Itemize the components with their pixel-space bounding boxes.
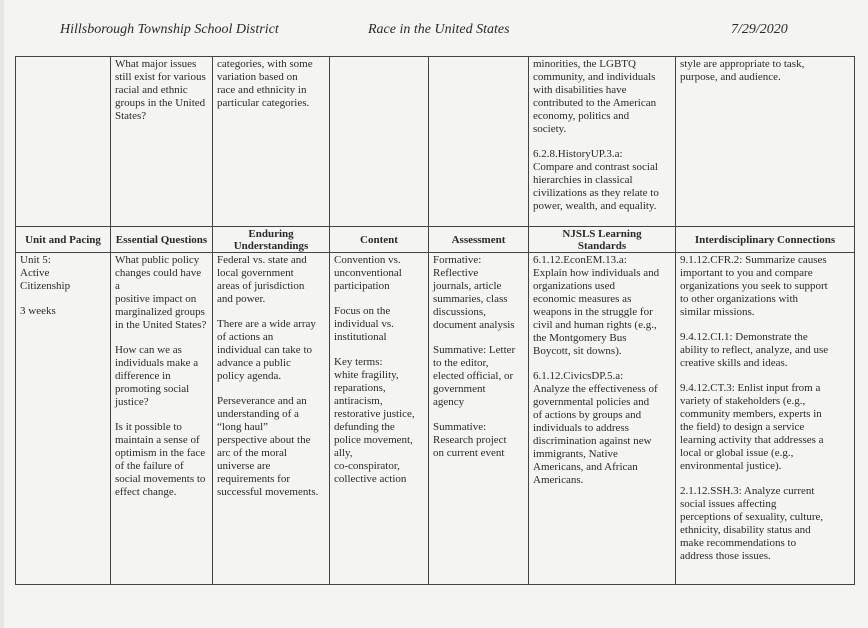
understandings-cell [213, 253, 330, 585]
standard-paragraph: 6.1.12.CivicsDP.5.a: Analyze the effectiveness of governmental policies and of actions by groups and individuals to address discrimination against new immigrants, Native Americans, and African Americans. [533, 370, 658, 486]
continued-standards-cell [529, 57, 676, 227]
col-assessment: Assessment [429, 227, 529, 253]
standards-cell [529, 253, 676, 585]
col-content: Content [330, 227, 429, 253]
content-paragraph: Focus on the individual vs. institutional [334, 305, 394, 343]
content-paragraph: Convention vs. unconventional participation [334, 254, 402, 292]
page-header [0, 22, 868, 42]
continued-connections-cell: style are appropriate to task, purpose, and audience. [676, 57, 855, 227]
unit-duration: 3 weeks [20, 305, 56, 317]
continued-questions-cell: What major issues still exist for various racial and ethnic groups in the United States? [111, 57, 213, 227]
header-row [16, 227, 855, 253]
scan-edge [0, 0, 4, 628]
col-interdisciplinary: Interdisciplinary Connections [676, 227, 855, 253]
connection-paragraph: 9.4.12.CI.1: Demonstrate the ability to reflect, analyze, and use creative skills and ideas. [680, 331, 829, 369]
continued-understandings-cell: categories, with some variation based on race and ethnicity in particular categories. [213, 57, 330, 227]
continued-unit-cell [16, 57, 111, 227]
connection-paragraph: 2.1.12.SSH.3: Analyze current social issues affecting perceptions of sexuality, culture, ethnicity, disability status and make recommendations to address those issues. [680, 485, 824, 562]
continued-content-cell [330, 57, 429, 227]
connection-paragraph: 9.1.12.CFR.2: Summarize causes important to you and compare organizations you seek to support to other organizations with similar missions. [680, 254, 828, 318]
understanding-paragraph: Perseverance and an understanding of a “long haul” perspective about the arc of the moral universe are requirements for successful movements. [217, 395, 319, 498]
standard-paragraph: minorities, the LGBTQ community, and individuals with disabilities have contributed to the American economy, politics and society. [533, 58, 657, 135]
col-enduring-understandings: Enduring Understandings [213, 227, 330, 253]
content-cell [330, 253, 429, 585]
connection-paragraph: 9.4.12.CT.3: Enlist input from a variety of stakeholders (e.g., community members, experts in the field) to design a service learning activity that addresses a local or global issue (e.g., environmental justice). [680, 382, 824, 472]
continued-assessment-cell [429, 57, 529, 227]
question-paragraph: Is it possible to maintain a sense of optimism in the face of the failure of social movements to effect change. [115, 421, 206, 498]
col-essential-questions: Essential Questions [111, 227, 213, 253]
question-paragraph: What public policy changes could have a positive impact on marginalized groups in the United States? [115, 254, 207, 331]
assessment-cell [429, 253, 529, 585]
questions-cell [111, 253, 213, 585]
assessment-paragraph: Summative: Letter to the editor, elected official, or government agency [433, 344, 516, 408]
document-date: 7/29/2020 [731, 22, 788, 37]
question-paragraph: How can we as individuals make a difference in promoting social justice? [115, 344, 199, 408]
curriculum-table [15, 56, 855, 585]
content-paragraph: Key terms: white fragility, reparations, antiracism, restorative justice, defunding the police movement, ally, co-conspirator, collective action [334, 356, 415, 485]
unit-name: Unit 5: Active Citizenship [20, 254, 71, 292]
course-title: Race in the United States [368, 22, 510, 37]
unit-pacing-cell [16, 253, 111, 585]
connections-cell [676, 253, 855, 585]
col-unit-pacing: Unit and Pacing [16, 227, 111, 253]
assessment-paragraph: Summative: Research project on current event [433, 421, 507, 459]
continued-row [16, 57, 855, 227]
assessment-paragraph: Formative: Reflective journals, article summaries, class discussions, document analysis [433, 254, 515, 331]
understanding-paragraph: Federal vs. state and local government areas of jurisdiction and power. [217, 254, 307, 305]
understanding-paragraph: There are a wide array of actions an individual can take to advance a public policy agenda. [217, 318, 316, 382]
col-njsls-standards: NJSLS Learning Standards [529, 227, 676, 253]
unit-row [16, 253, 855, 585]
district-name: Hillsborough Township School District [60, 22, 279, 37]
standard-paragraph: 6.2.8.HistoryUP.3.a: Compare and contrast social hierarchies in classical civilizations as they relate to power, wealth, and equality. [533, 148, 659, 212]
standard-paragraph: 6.1.12.EconEM.13.a: Explain how individuals and organizations used economic measures as weapons in the struggle for civil and human rights (e.g., the Montgomery Bus Boycott, sit downs). [533, 254, 660, 357]
